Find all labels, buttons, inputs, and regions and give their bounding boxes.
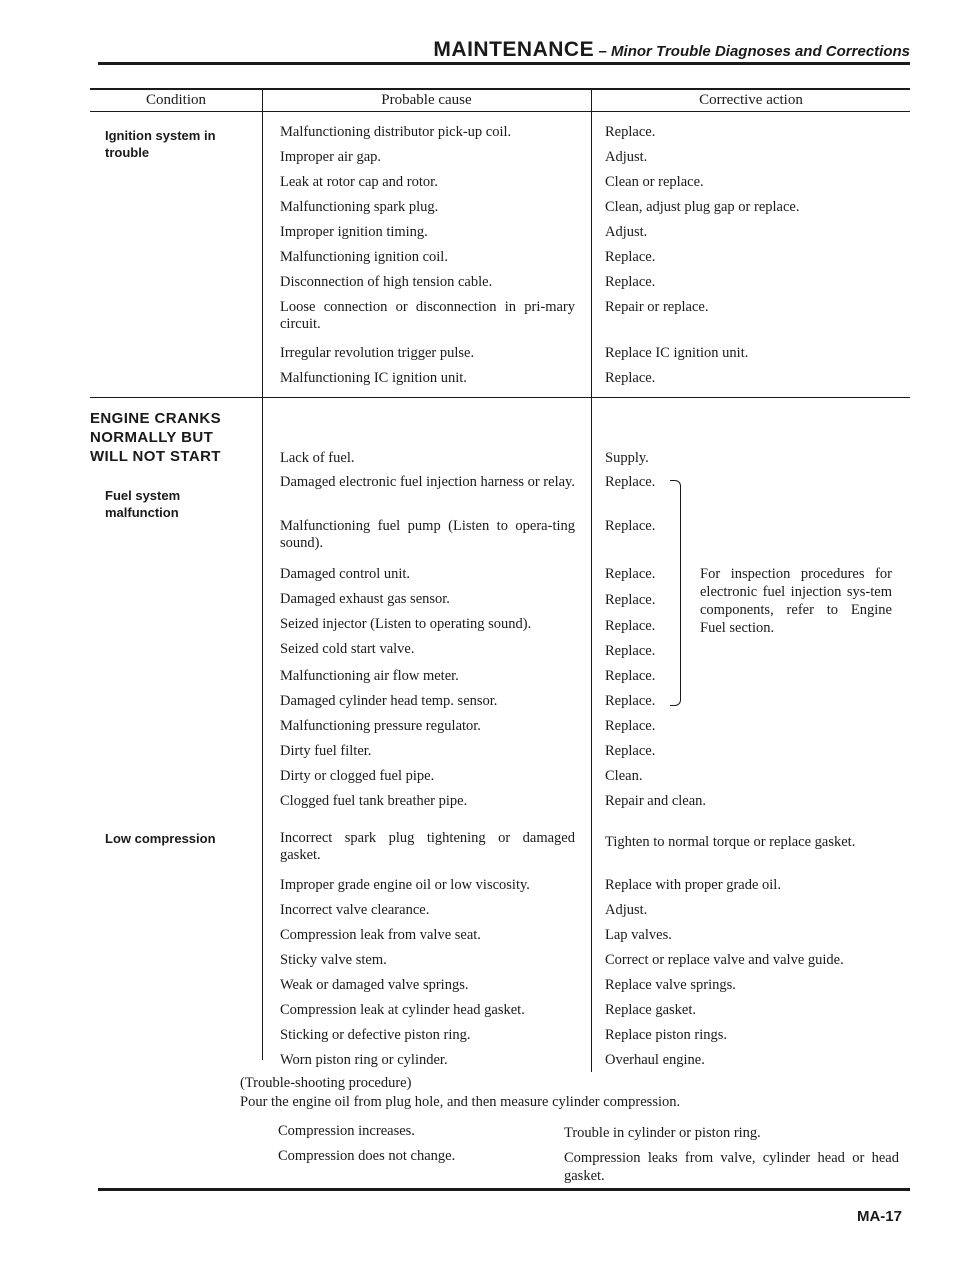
compression-action-8: Replace piston rings. bbox=[605, 1027, 728, 1043]
ignition-cause-4: Malfunctioning spark plug. bbox=[280, 199, 439, 215]
column-divider-2 bbox=[591, 90, 592, 1072]
condition-low-compression: Low compression bbox=[105, 831, 216, 846]
compression-cause-3: Incorrect valve clearance. bbox=[280, 902, 430, 918]
column-header-probable-cause: Probable cause bbox=[381, 92, 472, 108]
fuel-action-10: Replace. bbox=[605, 718, 656, 734]
page-header bbox=[433, 38, 910, 62]
compression-action-9: Overhaul engine. bbox=[605, 1052, 705, 1068]
fuel-cause-5: Damaged exhaust gas sensor. bbox=[280, 591, 450, 607]
compression-action-2: Replace with proper grade oil. bbox=[605, 877, 781, 893]
fuel-cause-1: Lack of fuel. bbox=[280, 450, 355, 466]
page-title: MAINTENANCE bbox=[433, 38, 595, 61]
compression-cause-8: Sticking or defective piston ring. bbox=[280, 1027, 471, 1043]
compression-cause-1: Incorrect spark plug tightening or damaged gasket. bbox=[280, 830, 575, 863]
page-number: MA-17 bbox=[856, 1208, 902, 1225]
header-rule bbox=[98, 62, 910, 65]
column-header-condition: Condition bbox=[145, 92, 206, 108]
fuel-action-2: Replace. bbox=[605, 474, 656, 490]
ignition-action-2: Adjust. bbox=[605, 149, 648, 165]
fuel-cause-6: Seized injector (Listen to operating sound). bbox=[280, 616, 532, 632]
condition-ignition: Ignition system in trouble bbox=[105, 128, 216, 160]
procedure-meaning-2: Compression leaks from valve, cylinder head or head gasket. bbox=[564, 1150, 899, 1184]
compression-cause-2: Improper grade engine oil or low viscosity. bbox=[280, 877, 530, 893]
procedure-intro: Pour the engine oil from plug hole, and then measure cylinder compression. bbox=[240, 1094, 681, 1110]
procedure-meaning-1: Trouble in cylinder or piston ring. bbox=[564, 1125, 761, 1141]
ignition-cause-1: Malfunctioning distributor pick-up coil. bbox=[280, 124, 512, 140]
column-divider-1 bbox=[262, 90, 263, 1060]
table-head-rule bbox=[90, 111, 910, 112]
fuel-cause-2: Damaged electronic fuel injection harness or relay. bbox=[280, 474, 575, 490]
ignition-action-7: Replace. bbox=[605, 274, 656, 290]
compression-action-1: Tighten to normal torque or replace gasket. bbox=[605, 834, 856, 850]
ignition-action-6: Replace. bbox=[605, 249, 656, 265]
page-subtitle: – Minor Trouble Diagnoses and Corrections bbox=[598, 43, 910, 60]
ignition-action-5: Adjust. bbox=[605, 224, 648, 240]
compression-cause-7: Compression leak at cylinder head gasket. bbox=[280, 1002, 525, 1018]
fuel-action-13: Repair and clean. bbox=[605, 793, 707, 809]
ignition-action-4: Clean, adjust plug gap or replace. bbox=[605, 199, 800, 215]
ignition-cause-6: Malfunctioning ignition coil. bbox=[280, 249, 448, 265]
footer-rule bbox=[98, 1188, 910, 1191]
fuel-action-3: Replace. bbox=[605, 518, 656, 534]
fuel-cause-4: Damaged control unit. bbox=[280, 566, 411, 582]
compression-cause-6: Weak or damaged valve springs. bbox=[280, 977, 469, 993]
fuel-action-12: Clean. bbox=[605, 768, 643, 784]
fuel-cause-8: Malfunctioning air flow meter. bbox=[280, 668, 459, 684]
fuel-action-5: Replace. bbox=[605, 592, 656, 608]
procedure-result-2: Compression does not change. bbox=[278, 1148, 456, 1164]
fuel-cause-12: Dirty or clogged fuel pipe. bbox=[280, 768, 435, 784]
fuel-inspection-note: For inspection procedures for electronic fuel injection sys-tem components, refer to Engine Fuel section. bbox=[700, 566, 892, 636]
ignition-action-8: Repair or replace. bbox=[605, 299, 709, 315]
procedure-title: (Trouble-shooting procedure) bbox=[240, 1075, 412, 1091]
ignition-action-10: Replace. bbox=[605, 370, 656, 386]
ignition-cause-9: Irregular revolution trigger pulse. bbox=[280, 345, 475, 361]
ignition-cause-10: Malfunctioning IC ignition unit. bbox=[280, 370, 467, 386]
ignition-cause-7: Disconnection of high tension cable. bbox=[280, 274, 493, 290]
fuel-action-9: Replace. bbox=[605, 693, 656, 709]
fuel-cause-11: Dirty fuel filter. bbox=[280, 743, 372, 759]
fuel-cause-7: Seized cold start valve. bbox=[280, 641, 415, 657]
fuel-action-8: Replace. bbox=[605, 668, 656, 684]
fuel-cause-10: Malfunctioning pressure regulator. bbox=[280, 718, 481, 734]
compression-action-4: Lap valves. bbox=[605, 927, 672, 943]
compression-action-3: Adjust. bbox=[605, 902, 648, 918]
procedure-result-1: Compression increases. bbox=[278, 1123, 415, 1139]
compression-action-6: Replace valve springs. bbox=[605, 977, 736, 993]
compression-cause-4: Compression leak from valve seat. bbox=[280, 927, 481, 943]
condition-fuel-system: Fuel system malfunction bbox=[105, 488, 181, 520]
grouping-brace bbox=[670, 480, 681, 706]
fuel-action-4: Replace. bbox=[605, 566, 656, 582]
fuel-action-7: Replace. bbox=[605, 643, 656, 659]
ignition-cause-3: Leak at rotor cap and rotor. bbox=[280, 174, 438, 190]
ignition-action-1: Replace. bbox=[605, 124, 656, 140]
fuel-cause-3: Malfunctioning fuel pump (Listen to opera-ting sound). bbox=[280, 518, 575, 551]
ignition-action-3: Clean or replace. bbox=[605, 174, 704, 190]
compression-action-5: Correct or replace valve and valve guide. bbox=[605, 952, 844, 968]
column-header-corrective-action: Corrective action bbox=[699, 92, 803, 108]
ignition-cause-5: Improper ignition timing. bbox=[280, 224, 428, 240]
fuel-action-11: Replace. bbox=[605, 743, 656, 759]
fuel-cause-13: Clogged fuel tank breather pipe. bbox=[280, 793, 468, 809]
fuel-action-6: Replace. bbox=[605, 618, 656, 634]
fuel-cause-9: Damaged cylinder head temp. sensor. bbox=[280, 693, 498, 709]
compression-action-7: Replace gasket. bbox=[605, 1002, 696, 1018]
engine-cranks-heading: ENGINE CRANKS NORMALLY BUT WILL NOT START bbox=[90, 410, 222, 465]
ignition-action-9: Replace IC ignition unit. bbox=[605, 345, 749, 361]
fuel-action-1: Supply. bbox=[605, 450, 649, 466]
table-top-rule bbox=[90, 88, 910, 90]
section-rule-ignition bbox=[90, 397, 910, 398]
ignition-cause-2: Improper air gap. bbox=[280, 149, 382, 165]
compression-cause-5: Sticky valve stem. bbox=[280, 952, 387, 968]
ignition-cause-8: Loose connection or disconnection in pri-mary circuit. bbox=[280, 299, 575, 332]
compression-cause-9: Worn piston ring or cylinder. bbox=[280, 1052, 448, 1068]
